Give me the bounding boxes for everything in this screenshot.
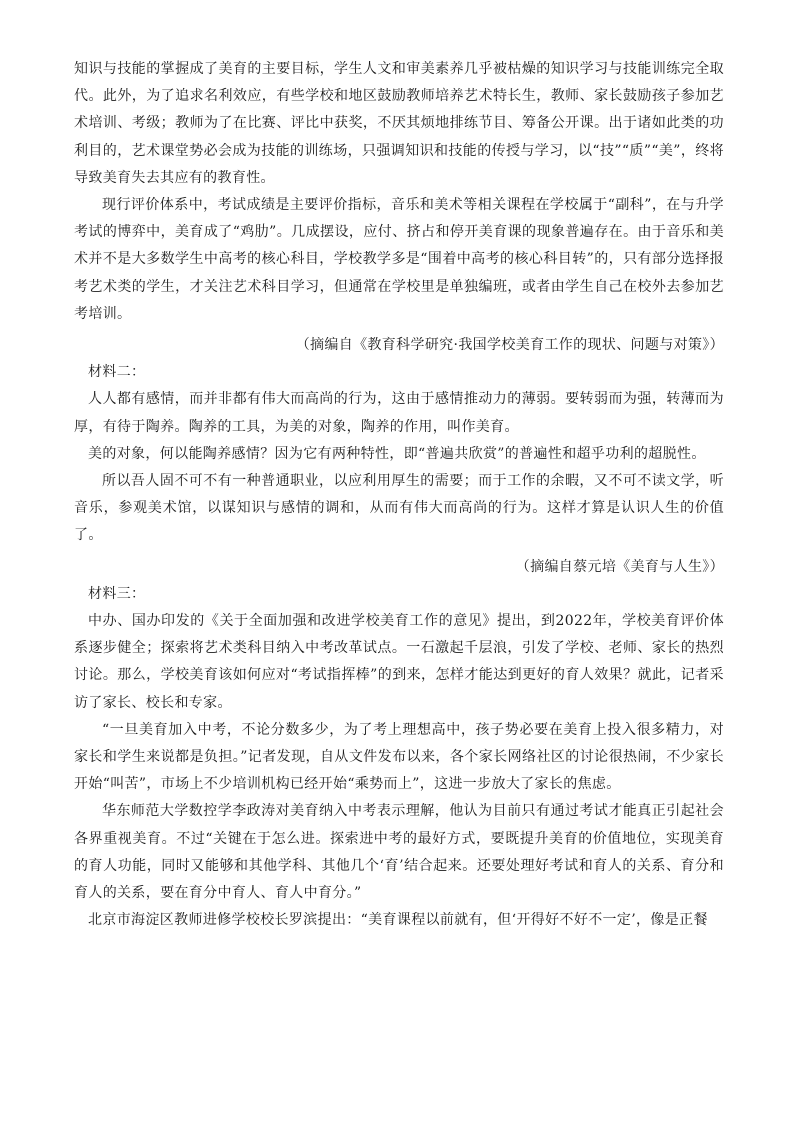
- paragraph-6: 中办、国办印发的《关于全面加强和改进学校美育工作的意见》提出，到2022年，学校美育评价体系逐步健全；探索将艺术类科目纳入中考改革试点。一石激起千层浪，引发了学校、老师、家长的热烈讨论。那么，学校美育该如何应对“考试指挥棒”的到来，怎样才能达到更好的育人效果？就此，记者采访了家长、校长和专家。: [74, 613, 724, 711]
- paragraph-9: 北京市海淀区教师进修学校校长罗滨提出：“美育课程以前就有，但‘开得好不好不一定’，像是正餐: [88, 912, 708, 929]
- paragraph-5: 所以吾人固不可不有一种普通职业，以应利用厚生的需要；而于工作的余暇，又不可不读文学，听音乐，参观美术馆，以谋知识与感情的调和，从而有伟大而高尚的行为。这样才算是认识人生的价值了。: [74, 473, 724, 544]
- source-citation-1: （摘编自《教育科学研究·我国学校美育工作的现状、问题与对策》）: [295, 337, 724, 354]
- paragraph-2: 现行评价体系中，考试成绩是主要评价指标，音乐和美术等相关课程在学校属于“副科”，在与升学考试的博弈中，美育成了“鸡肋”。几成摆设，应付、挤占和停开美育课的现象普遍存在。由于音乐和美术并不是大多数学生中高考的核心科目，学校教学多是“围着中高考的核心科目转”的，只有部分选择报考艺术类的学生，才关注艺术科目学习，但通常在学校里是单独编班，或者由学生自己在校外去参加艺考培训。: [74, 197, 724, 322]
- material-two-label: 材料二：: [88, 364, 146, 381]
- document-page: [74, 56, 724, 935]
- paragraph-3: 人人都有感情，而并非都有伟大而高尚的行为，这由于感情推动力的薄弱。要转弱而为强，转薄而为厚，有待于陶养。陶养的工具，为美的对象，陶养的作用，叫作美育。: [74, 391, 724, 435]
- paragraph-1: 知识与技能的掌握成了美育的主要目标，学生人文和审美素养几乎被枯燥的知识学习与技能训练完全取代。此外，为了追求名利效应，有些学校和地区鼓励教师培养艺术特长生，教师、家长鼓励孩子参加艺术培训、考级；教师为了在比赛、评比中获奖，不厌其烦地排练节目、筹备公开课。出于诸如此类的功利目的，艺术课堂势必会成为技能的训练场，只强调知识和技能的传授与学习，以“技”“质”“美”，终将导致美育失去其应有的教育性。: [74, 61, 724, 186]
- paragraph-4: 美的对象，何以能陶养感情？因为它有两种特性，即“普遍共欣赏”的普遍性和超乎功利的超脱性。: [88, 445, 706, 462]
- paragraph-8: 华东师范大学数控学李政涛对美育纳入中考表示理解，他认为目前只有通过考试才能真正引起社会各界重视美育。不过“关键在于怎么进。探索进中考的最好方式，要既提升美育的价值地位，实现美育的育人功能，同时又能够和其他学科、其他几个‘育’结合起来。还要处理好考试和育人的关系、育分和育人的关系，要在育分中育人、育人中育分。”: [74, 803, 724, 902]
- material-three-label: 材料三：: [88, 585, 146, 602]
- paragraph-7: “一旦美育加入中考，不论分数多少，为了考上理想高中，孩子势必要在美育上投入很多精力，对家长和学生来说都是负担。”记者发现，自从文件发布以来，各个家长网络社区的讨论很热闹，不少家长开始“叫苦”，市场上不少培训机构已经开始“乘势而上”，这进一步放大了家长的焦虑。: [74, 721, 724, 793]
- source-citation-2: （摘编自蔡元培《美育与人生》）: [515, 558, 724, 575]
